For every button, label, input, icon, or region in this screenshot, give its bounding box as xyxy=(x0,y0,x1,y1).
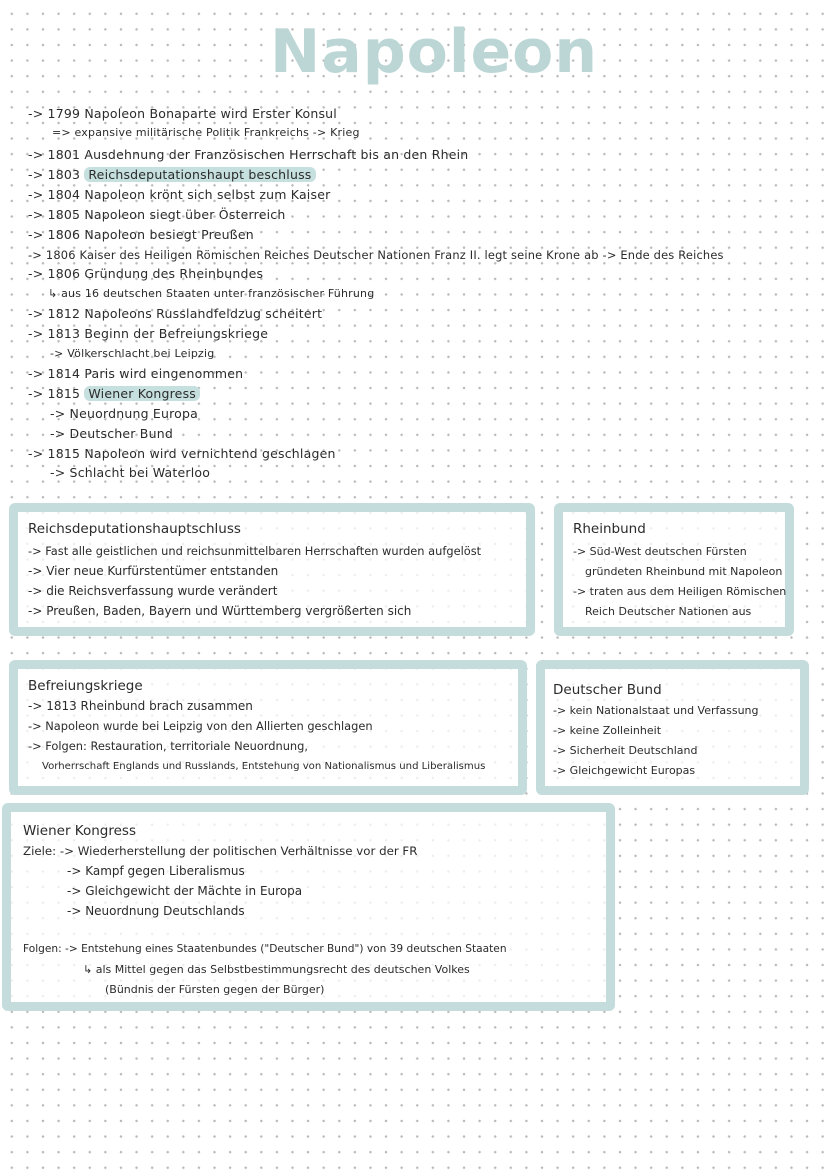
box-line: -> Süd-West deutschen Fürsten xyxy=(573,545,747,558)
box-heading: Wiener Kongress xyxy=(23,823,137,839)
box-line: -> keine Zolleinheit xyxy=(553,724,662,737)
timeline-entry-1814: -> 1814 Paris wird eingenommen xyxy=(28,366,244,381)
timeline-entry-1799: -> 1799 Napoleon Bonaparte wird Erster Konsul xyxy=(28,106,337,121)
box-line: -> Preußen, Baden, Bayern und Württemberg vergrößerten sich xyxy=(28,604,412,618)
box-line: (Bündnis der Fürsten gegen der Bürger) xyxy=(105,983,325,996)
timeline-entry-1806b: -> 1806 Kaiser des Heiligen Römischen Reiches Deutscher Nationen Franz II. legt seine Krone ab -> Ende des Reiches xyxy=(28,248,724,262)
box-wiener-kongress xyxy=(2,803,615,1011)
timeline-note-neuordnung: -> Neuordnung Europa xyxy=(50,406,199,421)
box-line: -> Sicherheit Deutschland xyxy=(553,744,698,757)
box-line: -> Fast alle geistlichen und reichsunmittelbaren Herrschaften wurden aufgelöst xyxy=(28,544,482,558)
timeline-note-krieg: => expansive militärische Politik Frankreichs -> Krieg xyxy=(52,126,360,139)
highlight-wiener-kongress: Wiener Kongress xyxy=(84,386,200,401)
box-line: -> Gleichgewicht Europas xyxy=(553,764,696,777)
box-line: -> traten aus dem Heiligen Römischen xyxy=(573,585,787,598)
box-line: gründeten Rheinbund mit Napoleon xyxy=(585,565,783,578)
timeline-entry-1813: -> 1813 Beginn der Befreiungskriege xyxy=(28,326,269,341)
box-line: -> Neuordnung Deutschlands xyxy=(67,904,245,918)
box-line: -> Folgen: Restauration, territoriale Neuordnung, xyxy=(28,739,309,753)
box-line: -> Gleichgewicht der Mächte in Europa xyxy=(67,884,303,898)
box-heading: Deutscher Bund xyxy=(553,682,662,698)
box-reichsdeputationshauptschluss xyxy=(9,503,535,636)
box-line: Folgen: -> Entstehung eines Staatenbundes ("Deutscher Bund") von 39 deutschen Staaten xyxy=(23,943,507,955)
box-heading: Rheinbund xyxy=(573,521,646,537)
box-heading: Befreiungskriege xyxy=(28,678,143,694)
box-line: -> Kampf gegen Liberalismus xyxy=(67,864,245,878)
timeline-entry-1815b: -> 1815 Napoleon wird vernichtend geschlagen xyxy=(28,446,336,461)
timeline-year-1815: -> 1815 xyxy=(28,386,81,401)
box-befreiungskriege xyxy=(9,660,527,795)
timeline-entry-1801: -> 1801 Ausdehnung der Französischen Herrschaft bis an den Rhein xyxy=(28,147,469,162)
box-line: -> 1813 Rheinbund brach zusammen xyxy=(28,699,253,713)
box-line: -> kein Nationalstaat und Verfassung xyxy=(553,704,759,717)
box-line: ↳ als Mittel gegen das Selbstbestimmungsrecht des deutschen Volkes xyxy=(83,963,470,976)
box-rheinbund xyxy=(554,503,794,636)
box-line: Ziele: -> Wiederherstellung der politischen Verhältnisse vor der FR xyxy=(23,844,418,858)
timeline-note-waterloo: -> Schlacht bei Waterloo xyxy=(50,465,211,480)
timeline-note-leipzig: -> Völkerschlacht bei Leipzig xyxy=(50,347,215,360)
timeline-year-1803: -> 1803 xyxy=(28,167,81,182)
box-line: Reich Deutscher Nationen aus xyxy=(585,605,752,618)
box-heading: Reichsdeputationshauptschluss xyxy=(28,521,241,537)
timeline-entry-1805: -> 1805 Napoleon siegt über Österreich xyxy=(28,207,286,222)
box-line: -> die Reichsverfassung wurde verändert xyxy=(28,584,278,598)
box-deutscher-bund xyxy=(536,660,809,795)
box-line: -> Napoleon wurde bei Leipzig von den Allierten geschlagen xyxy=(28,719,373,733)
timeline-entry-1812: -> 1812 Napoleons Russlandfeldzug scheitert xyxy=(28,306,323,321)
timeline-note-deutscher-bund: -> Deutscher Bund xyxy=(50,426,173,441)
box-line: Vorherrschaft Englands und Russlands, Entstehung von Nationalismus und Liberalismus xyxy=(42,761,486,772)
page-title: Napoleon xyxy=(270,17,599,87)
box-line: -> Vier neue Kurfürstentümer entstanden xyxy=(28,564,279,578)
timeline-note-rheinbund: ↳ aus 16 deutschen Staaten unter französischer Führung xyxy=(48,287,375,300)
timeline-entry-1806c: -> 1806 Gründung des Rheinbundes xyxy=(28,266,264,281)
timeline-entry-1804: -> 1804 Napoleon krönt sich selbst zum Kaiser xyxy=(28,187,331,202)
timeline-entry-1806a: -> 1806 Napoleon besiegt Preußen xyxy=(28,227,254,242)
highlight-reichsdeputation: Reichsdeputationshaupt beschluss xyxy=(84,167,315,182)
timeline-entry-1803 xyxy=(28,167,316,183)
timeline-entry-1815a xyxy=(28,386,200,402)
